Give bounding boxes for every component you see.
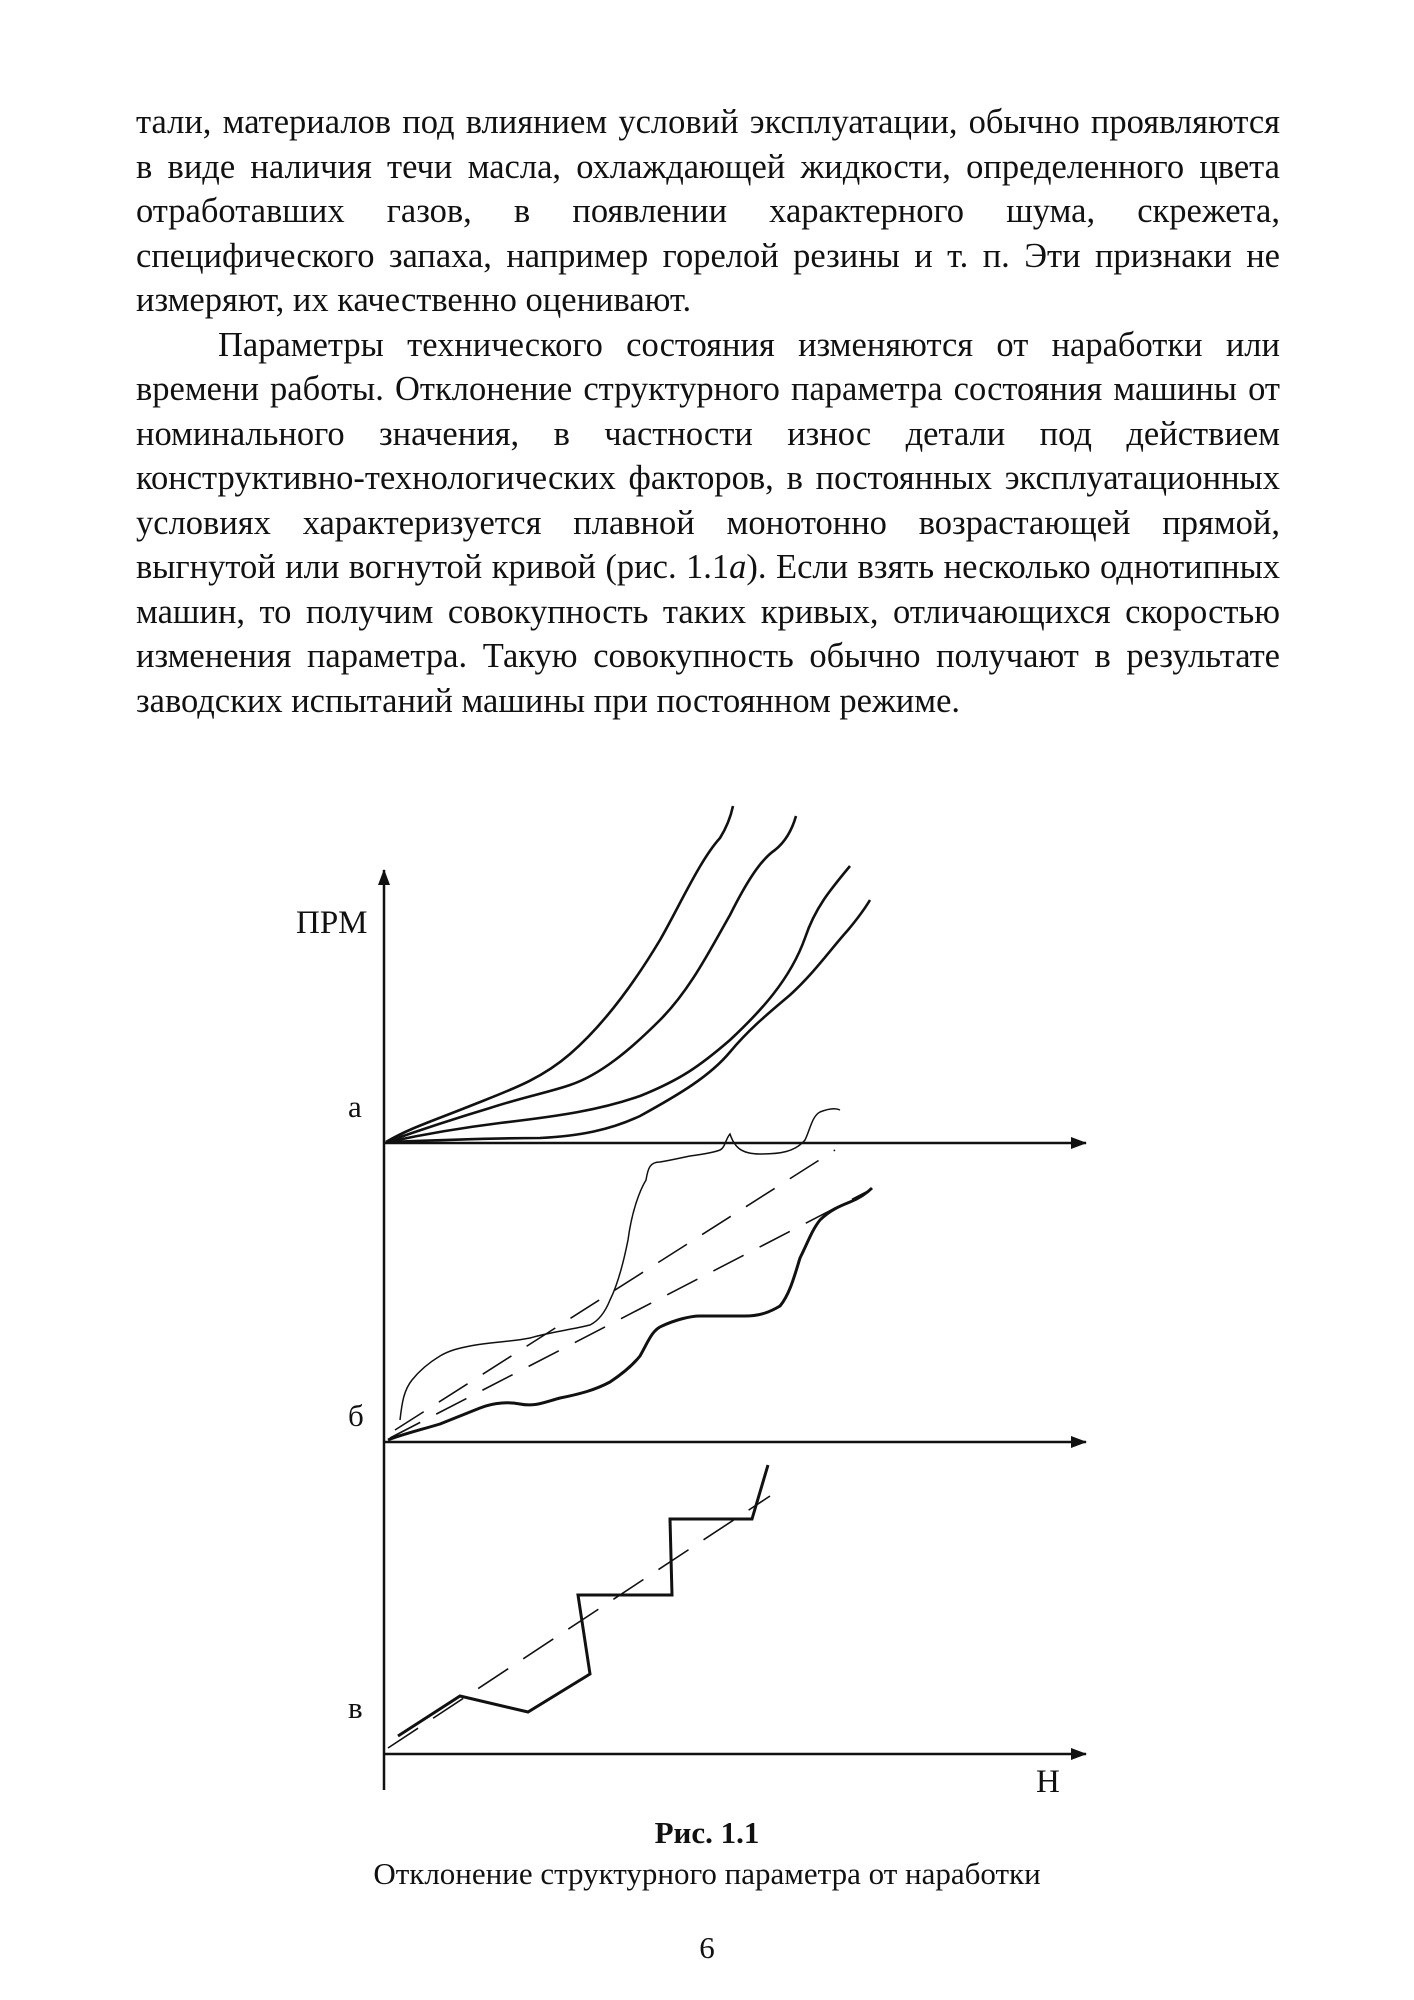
- paragraph-1: тали, материалов под влиянием условий эксплуатации, обычно проявляются в виде наличия течи масла, охлаждающей жидкости, определенного цвета отработавших газов, в появлении характерного шума, скрежета, специфического запаха, например горелой резины и т. п. Эти признаки не измеряют, их качественно оценивают.: [136, 103, 1280, 319]
- panel-a-curves: [386, 806, 870, 1142]
- figure-caption-title: Рис. 1.1: [654, 1815, 760, 1850]
- y-axis-label: ПРМ: [296, 905, 368, 941]
- trend-v: [388, 1496, 770, 1748]
- trend-b-1: [395, 1150, 835, 1430]
- page-number: 6: [699, 1930, 715, 1965]
- panel-label-v: в: [348, 1690, 363, 1725]
- curve-a-4: [390, 900, 870, 1142]
- paragraph-2-part-1: Параметры технического состояния изменяются от наработки или времени работы. Отклонение структурного параметра состояния машины от номинального значения, в частности износ детали под действием конструктивно-технологических факторов, в постоянных эксплуатационных условиях характеризуется плавной монотонно возрастающей прямой, выгнутой или вогнутой кривой (рис. 1.1: [136, 325, 1280, 586]
- panel-label-a: а: [348, 1089, 362, 1124]
- figure-diagram: [0, 790, 1414, 1810]
- figure-caption-text: Отклонение структурного параметра от наработки: [373, 1856, 1041, 1891]
- figure-1-1: [0, 790, 1414, 1910]
- figure-ref-italic: а: [729, 548, 747, 586]
- panel-v-curves: [388, 1465, 770, 1748]
- panel-b-curves: [388, 1109, 872, 1440]
- panel-label-b: б: [348, 1398, 364, 1433]
- x-axis-label: Н: [1036, 1764, 1060, 1800]
- paragraph-2-part-2: ). Если взять несколько однотипных машин, то получим совокупность таких кривых, отличающихся скоростью изменения параметра. Такую совокупность обычно получают в результате заводских испытаний машины при постоянном режиме.: [136, 548, 1280, 720]
- curve-a-2: [386, 816, 796, 1142]
- body-text: [136, 100, 1280, 723]
- curve-v-step: [398, 1465, 768, 1736]
- paragraph-2: [136, 323, 1280, 724]
